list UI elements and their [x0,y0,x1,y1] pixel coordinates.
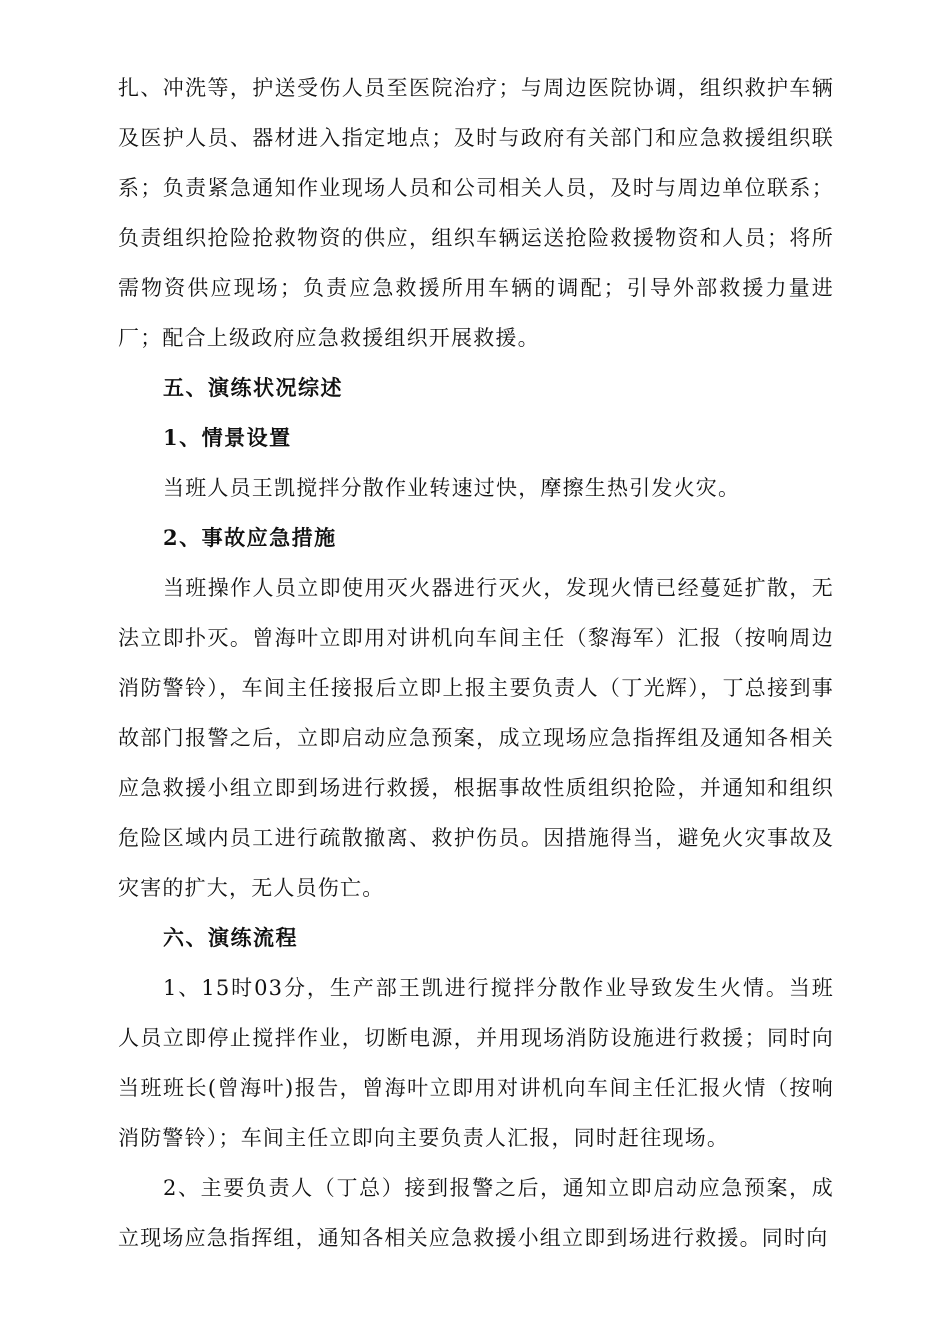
subsection-heading-measures: 2、事故应急措施 [163,525,337,550]
paragraph-step-1: 1、15时03分，生产部王凯进行搅拌分散作业导致发生火情。当班人员立即停止搅拌作业，切断电源，并用现场消防设施进行救援；同时向当班班长(曾海叶)报告，曾海叶立即用对讲机向车间主任汇报火情（按响消防警铃）；车间主任立即向主要负责人汇报，同时赶往现场。 [118,976,834,1150]
paragraph-scenario: 当班人员王凯搅拌分散作业转速过快，摩擦生热引发火灾。 [163,476,741,500]
section-heading-5: 五、演练状况综述 [163,375,343,400]
paragraph-rescue-duties: 扎、冲洗等，护送受伤人员至医院治疗；与周边医院协调，组织救护车辆及医护人员、器材进入指定地点；及时与政府有关部门和应急救援组织联系；负责紧急通知作业现场人员和公司相关人员，及时与周边单位联系；负责组织抢险抢救物资的供应，组织车辆运送抢险救援物资和人员；将所需物资供应现场；负责应急救援所用车辆的调配；引导外部救援力量进厂；配合上级政府应急救援组织开展救援。 [118,76,834,350]
subsection-heading-scenario: 1、情景设置 [163,425,292,450]
section-heading-6: 六、演练流程 [163,925,298,950]
paragraph-measures: 当班操作人员立即使用灭火器进行灭火，发现火情已经蔓延扩散，无法立即扑灭。曾海叶立即用对讲机向车间主任（黎海军）汇报（按响周边消防警铃），车间主任接报后立即上报主要负责人（丁光辉），丁总接到事故部门报警之后，立即启动应急预案，成立现场应急指挥组及通知各相关应急救援小组立即到场进行救援，根据事故性质组织抢险，并通知和组织危险区域内员工进行疏散撤离、救护伤员。因措施得当，避免火灾事故及灾害的扩大，无人员伤亡。 [118,576,834,900]
paragraph-step-2: 2、主要负责人（丁总）接到报警之后，通知立即启动应急预案，成立现场应急指挥组，通知各相关应急救援小组立即到场进行救援。同时向 [118,1176,834,1250]
